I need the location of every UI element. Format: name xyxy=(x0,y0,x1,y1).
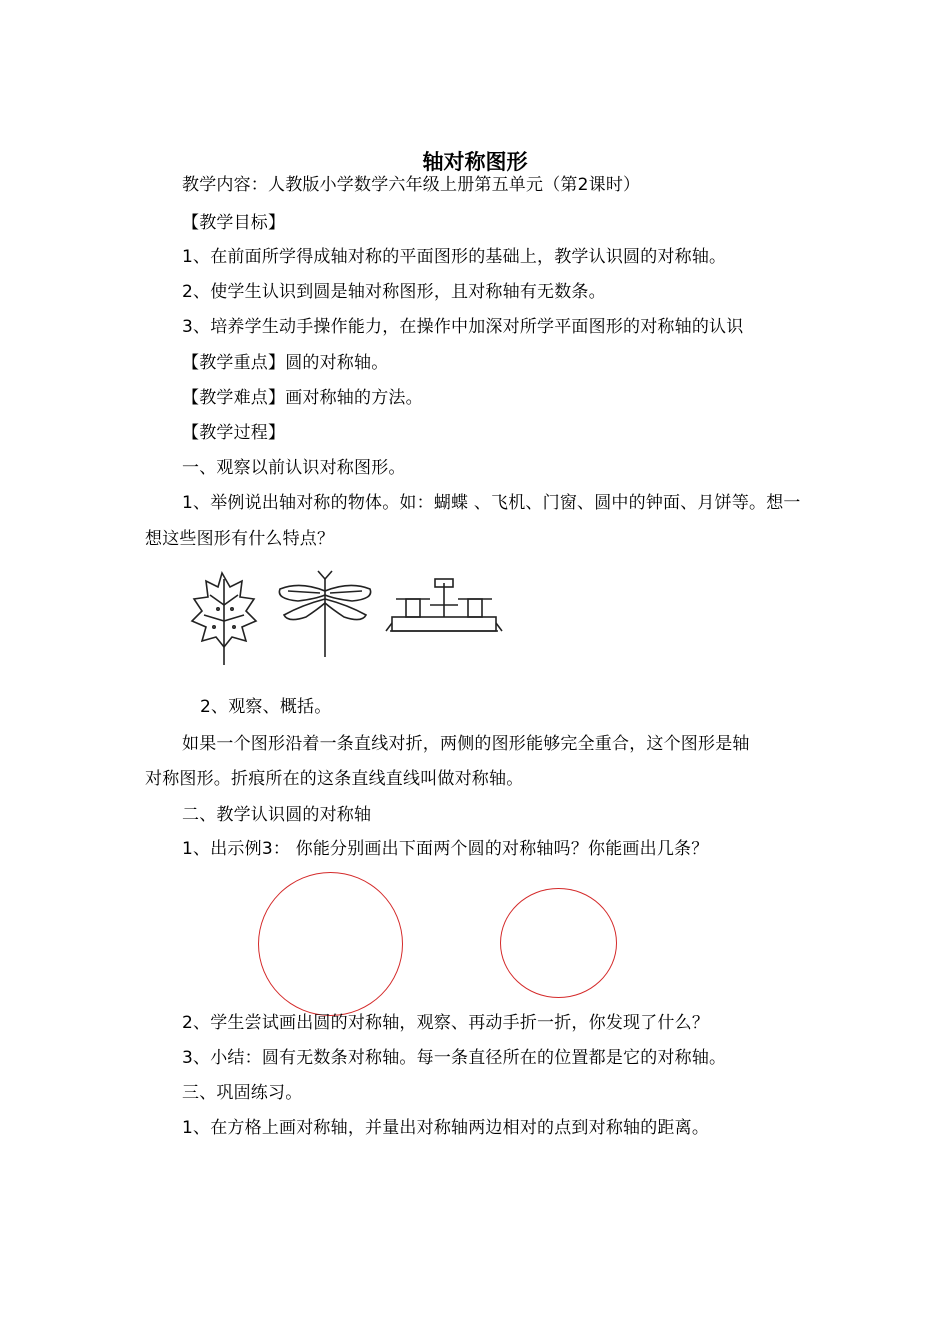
objective-3: 3、培养学生动手操作能力，在操作中加深对所学平面图形的对称轴的认识 xyxy=(182,317,744,337)
difficulty-line: 【教学难点】画对称轴的方法。 xyxy=(182,388,423,408)
objectives-heading: 【教学目标】 xyxy=(182,213,286,233)
example-3-line: 1、出示例3： 你能分别画出下面两个圆的对称轴吗？你能画出几条？ xyxy=(182,839,709,859)
section-1-heading: 一、观察以前认识对称图形。 xyxy=(182,458,406,478)
small-circle xyxy=(500,888,617,998)
definition-line-2: 对称图形。折痕所在的这条直线直线叫做对称轴。 xyxy=(145,769,524,789)
large-circle xyxy=(258,872,403,1016)
section-1-item-1-cont: 想这些图形有什么特点？ xyxy=(145,529,335,549)
section-3-heading: 三、巩固练习。 xyxy=(182,1083,303,1103)
symmetric-objects-figure xyxy=(180,565,510,675)
key-point-line: 【教学重点】圆的对称轴。 xyxy=(182,353,389,373)
process-heading: 【教学过程】 xyxy=(182,423,286,443)
section-3-item-1: 1、在方格上画对称轴，并量出对称轴两边相对的点到对称轴的距离。 xyxy=(182,1118,710,1138)
leaf-icon xyxy=(192,573,256,665)
section-1-item-1: 1、举例说出轴对称的物体。如：蝴蝶 、飞机、门窗、圆中的钟面、月饼等。想一 xyxy=(182,493,801,513)
dragonfly-icon xyxy=(279,571,370,657)
section-2-heading: 二、教学认识圆的对称轴 xyxy=(182,805,372,825)
objective-2: 2、使学生认识到圆是轴对称图形，且对称轴有无数条。 xyxy=(182,282,606,302)
balance-scale-icon xyxy=(386,579,502,631)
objective-1: 1、在前面所学得成轴对称的平面图形的基础上，教学认识圆的对称轴。 xyxy=(182,247,727,267)
section-1-item-2: 2、观察、概括。 xyxy=(200,697,332,717)
lesson-content-line: 教学内容：人教版小学数学六年级上册第五单元（第2课时） xyxy=(182,175,641,195)
page-title: 轴对称图形 xyxy=(422,150,528,174)
definition-line-1: 如果一个图形沿着一条直线对折，两侧的图形能够完全重合，这个图形是轴 xyxy=(182,734,750,754)
section-2-item-2: 2、学生尝试画出圆的对称轴，观察、再动手折一折，你发现了什么？ xyxy=(182,1013,710,1033)
section-2-summary: 3、小结：圆有无数条对称轴。每一条直径所在的位置都是它的对称轴。 xyxy=(182,1048,727,1068)
